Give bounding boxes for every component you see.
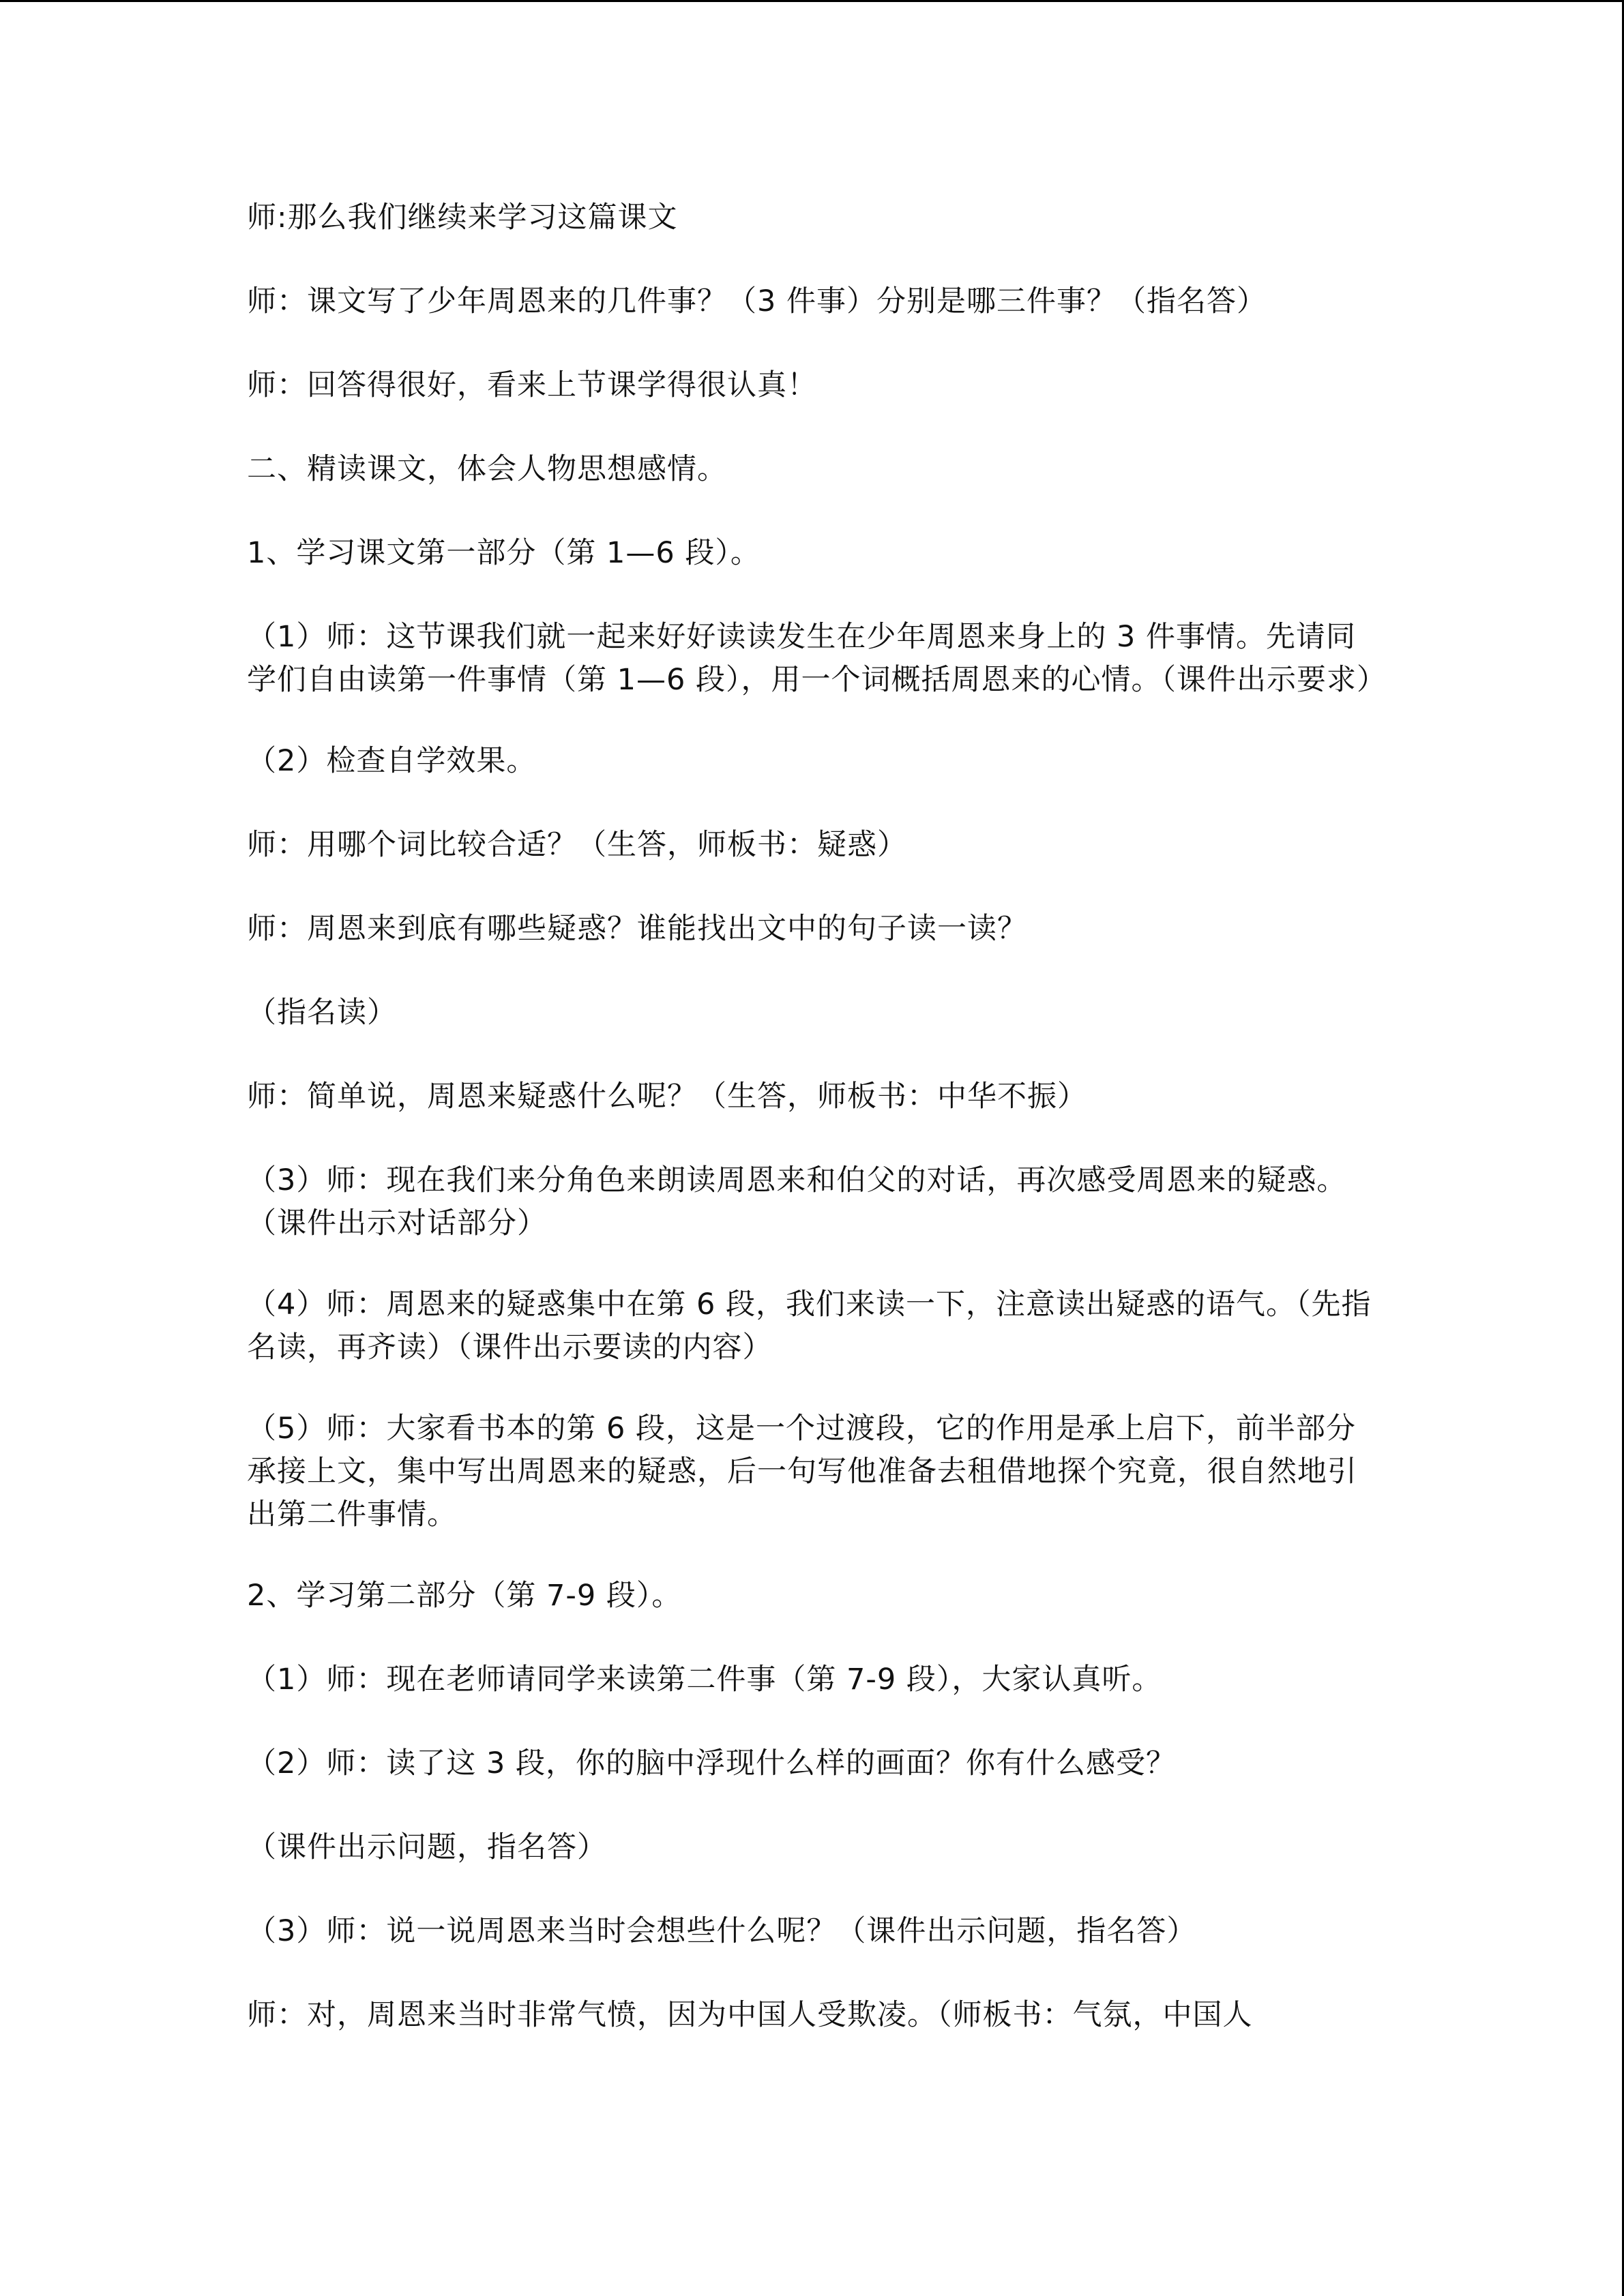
paragraph-1: 师:那么我们继续来学习这篇课文 (247, 200, 678, 235)
paragraph-18: （课件出示问题，指名答） (247, 1830, 607, 1864)
paragraph-14: （5）师：大家看书本的第 6 段，这是一个过渡段，它的作用是承上启下，前半部分承接上文，集中写出周恩来的疑惑，后一句写他准备去租借地探个究竟，很自然地引出第二件事情。 (247, 1412, 1357, 1532)
paragraph-19: （3）师：说一说周恩来当时会想些什么呢？（课件出示问题，指名答） (247, 1914, 1197, 1948)
paragraph-13: （4）师：周恩来的疑惑集中在第 6 段，我们来读一下，注意读出疑惑的语气。（先指名读，再齐读）（课件出示要读的内容） (247, 1287, 1372, 1365)
paragraph-6: （1）师：这节课我们就一起来好好读读发生在少年周恩来身上的 3 件事情。先请同学们自由读第一件事情（第 1—6 段），用一个词概括周恩来的心情。（课件出示要求） (247, 620, 1387, 697)
document-body (247, 196, 1387, 2078)
paragraph-9: 师：周恩来到底有哪些疑惑？谁能找出文中的句子读一读？ (247, 912, 1027, 946)
paragraph-20: 师：对，周恩来当时非常气愤，因为中国人受欺凌。（师板书：气氛，中国人 (247, 1998, 1253, 2032)
paragraph-3: 师：回答得很好，看来上节课学得很认真！ (247, 368, 817, 402)
paragraph-7: （2）检查自学效果。 (247, 744, 537, 778)
paragraph-17: （2）师：读了这 3 段，你的脑中浮现什么样的画面？你有什么感受？ (247, 1746, 1177, 1780)
paragraph-10: （指名读） (247, 996, 397, 1030)
subsection-heading-2: 2、学习第二部分（第 7-9 段）。 (247, 1579, 682, 1613)
paragraph-2: 师：课文写了少年周恩来的几件事？（3 件事）分别是哪三件事？（指名答） (247, 284, 1267, 318)
paragraph-12: （3）师：现在我们来分角色来朗读周恩来和伯父的对话，再次感受周恩来的疑惑。（课件出示对话部分） (247, 1163, 1347, 1240)
subsection-heading-1: 1、学习课文第一部分（第 1—6 段）。 (247, 536, 761, 570)
paragraph-11: 师：简单说，周恩来疑惑什么呢？（生答，师板书：中华不振） (247, 1079, 1087, 1114)
paragraph-16: （1）师：现在老师请同学来读第二件事（第 7-9 段），大家认真听。 (247, 1663, 1162, 1697)
section-heading-2: 二、精读课文，体会人物思想感情。 (247, 452, 727, 486)
paragraph-8: 师：用哪个词比较合适？（生答，师板书：疑惑） (247, 828, 907, 862)
